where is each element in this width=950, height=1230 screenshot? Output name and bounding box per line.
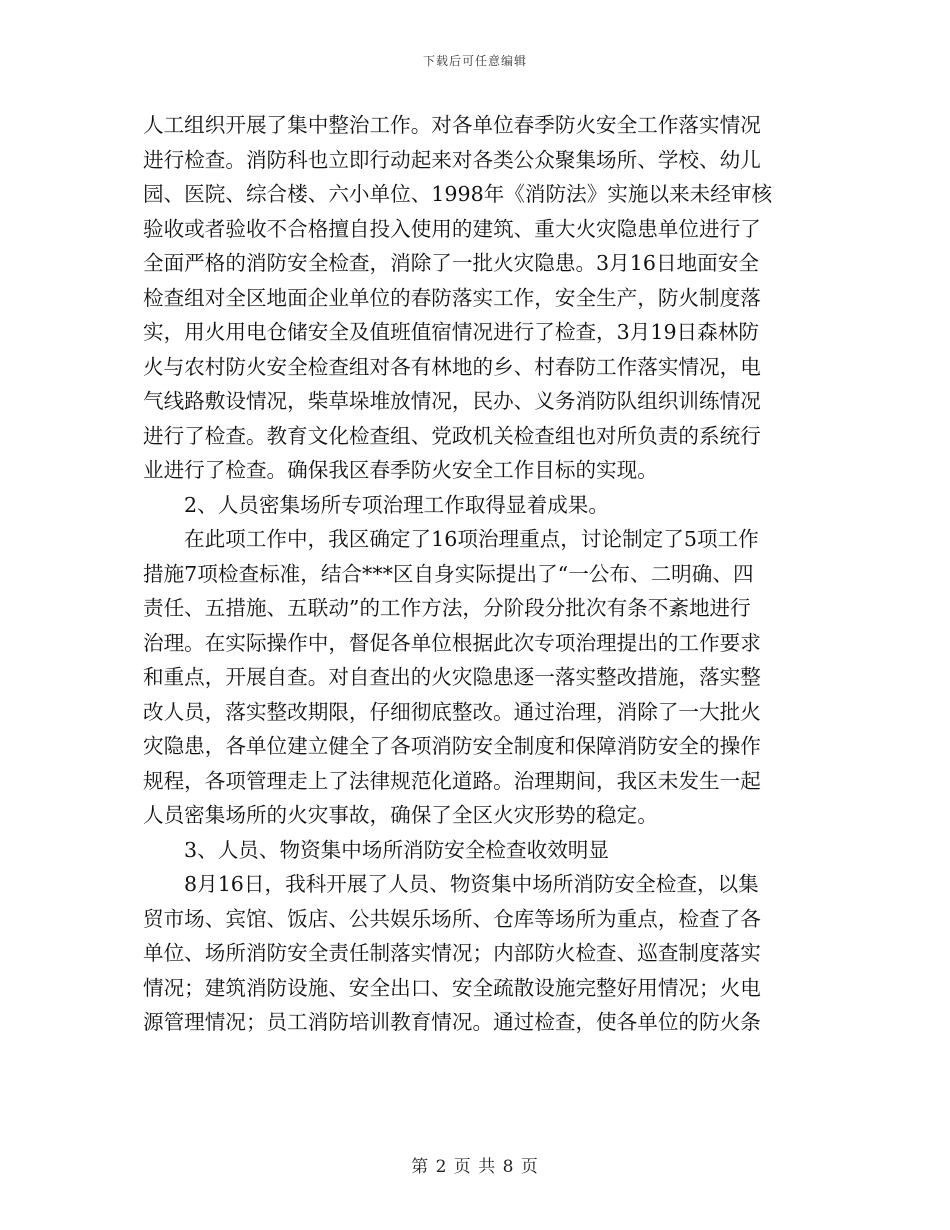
section-heading-3: 3、人员、物资集中场所消防安全检查收效明显 [184,837,609,862]
text-line: 人员密集场所的火灾事故，确保了全区火灾形势的稳定。 [143,803,658,827]
text-line: 单位、场所消防安全责任制落实情况；内部防火检查、巡查制度落实 [143,941,761,965]
text-line: 源管理情况；员工消防培训教育情况。通过检查，使各单位的防火条 [143,1010,761,1034]
text-line: 灾隐患，各单位建立健全了各项消防安全制度和保障消防安全的操作 [143,734,761,758]
text-line: 火与农村防火安全检查组对各有林地的乡、村春防工作落实情况，电 [143,354,761,379]
section-heading-2: 2、人员密集场所专项治理工作取得显着成果。 [184,492,609,517]
text-line: 措施7项检查标准，结合***区自身实际提出了“一公布、二明确、四 [143,561,754,586]
text-line: 规程，各项管理走上了法律规范化道路。治理期间，我区未发生一起 [143,768,761,793]
text-line: 气线路敷设情况，柴草垛堆放情况，民办、义务消防队组织训练情况 [143,389,761,413]
text-line: 在此项工作中，我区确定了16项治理重点，讨论制定了5项工作 [184,527,759,551]
text-line: 8月16日，我科开展了人员、物资集中场所消防安全检查，以集 [184,872,759,896]
page-number-footer: 第 2 页 共 8 页 [411,1157,539,1177]
text-line: 业进行了检查。确保我区春季防火安全工作目标的实现。 [143,458,658,482]
text-line: 情况；建筑消防设施、安全出口、安全疏散设施完整好用情况；火电 [143,975,761,1000]
text-line: 责任、五措施、五联动”的工作方法，分阶段分批次有条不紊地进行 [143,596,751,620]
text-line: 验收或者验收不合格擅自投入使用的建筑、重大火灾隐患单位进行了 [143,216,761,241]
text-line: 园、医院、综合楼、六小单位、1998年《消防法》实施以来未经审核 [143,182,773,206]
text-line: 贸市场、宾馆、饭店、公共娱乐场所、仓库等场所为重点，检查了各 [143,906,761,931]
text-line: 实，用火用电仓储安全及值班值宿情况进行了检查，3月19日森林防 [143,320,759,344]
text-line: 人工组织开展了集中整治工作。对各单位春季防火安全工作落实情况 [143,113,761,137]
text-line: 和重点，开展自查。对自查出的火灾隐患逐一落实整改措施，落实整 [143,665,761,689]
page-header: 下载后可任意编辑 [422,54,527,68]
text-line: 检查组对全区地面企业单位的春防落实工作，安全生产，防火制度落 [143,285,761,310]
text-line: 进行了检查。教育文化检查组、党政机关检查组也对所负责的系统行 [143,423,761,448]
text-line: 治理。在实际操作中，督促各单位根据此次专项治理提出的工作要求 [143,630,761,655]
document-body [143,108,803,1040]
text-line: 改人员，落实整改期限，仔细彻底整改。通过治理，消除了一大批火 [143,699,761,724]
text-line: 进行检查。消防科也立即行动起来对各类公众聚集场所、学校、幼儿 [143,147,761,172]
text-line: 全面严格的消防安全检查，消除了一批火灾隐患。3月16日地面安全 [143,251,759,275]
